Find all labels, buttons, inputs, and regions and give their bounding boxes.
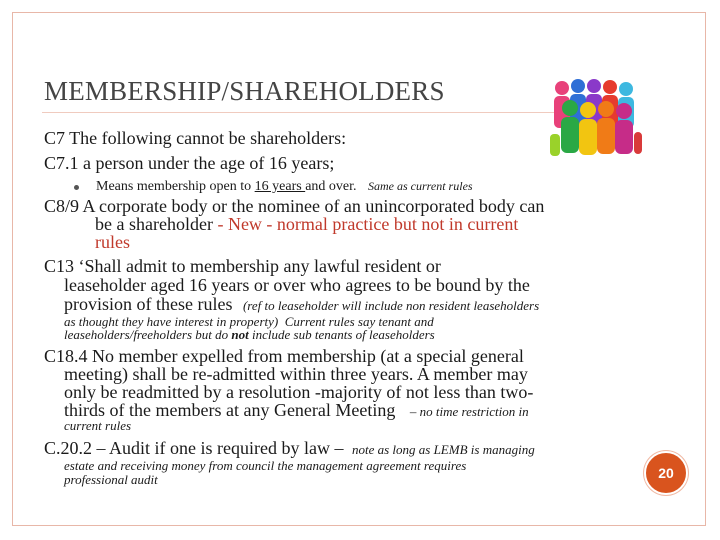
- c202-note2: estate and receiving money from council the management agreement requires: [64, 458, 467, 473]
- slide-title: MEMBERSHIP/SHAREHOLDERS: [44, 76, 445, 106]
- c13-note2: as thought they have interest in property) Current rules say tenant and: [64, 314, 434, 329]
- bullet-dot: [74, 185, 79, 190]
- c13-note3: leaseholders/freeholders but do not include sub tenants of leaseholders: [64, 327, 435, 342]
- team-people-icon: [548, 74, 644, 162]
- c184-note2: current rules: [64, 418, 132, 433]
- c184-line1: C18.4 No member expelled from membership (at a special general: [44, 346, 524, 366]
- c184-line2: meeting) shall be re-admitted within three years. A member may: [64, 364, 528, 384]
- c89-line2: be a shareholder - New - normal practice but not in current: [95, 214, 519, 234]
- c202-note3: professional audit: [64, 472, 158, 487]
- c13-line3: provision of these rules (ref to leaseholder will include non resident leaseholders: [64, 294, 540, 314]
- c89-line1: C8/9 A corporate body or the nominee of an unincorporated body can: [44, 196, 545, 216]
- c184-line4: thirds of the members at any General Meeting – no time restriction in: [64, 400, 529, 420]
- c7-bullet: Means membership open to 16 years and over. Same as current rules: [96, 179, 473, 194]
- page-number-badge: 20: [644, 451, 688, 495]
- c184-line3: only be readmitted by a resolution -majority of not less than two-: [64, 382, 534, 402]
- c202-line1: C.20.2 – Audit if one is required by law – note as long as LEMB is managing: [44, 438, 535, 458]
- c7-item: C7.1 a person under the age of 16 years;: [44, 153, 335, 173]
- c7-heading: C7 The following cannot be shareholders:: [44, 128, 347, 148]
- c13-line1: C13 ‘Shall admit to membership any lawful resident or: [44, 256, 441, 276]
- c13-line2: leaseholder aged 16 years or over who agrees to be bound by the: [64, 275, 530, 295]
- title-divider: [42, 112, 572, 113]
- c89-line3: rules: [95, 232, 130, 252]
